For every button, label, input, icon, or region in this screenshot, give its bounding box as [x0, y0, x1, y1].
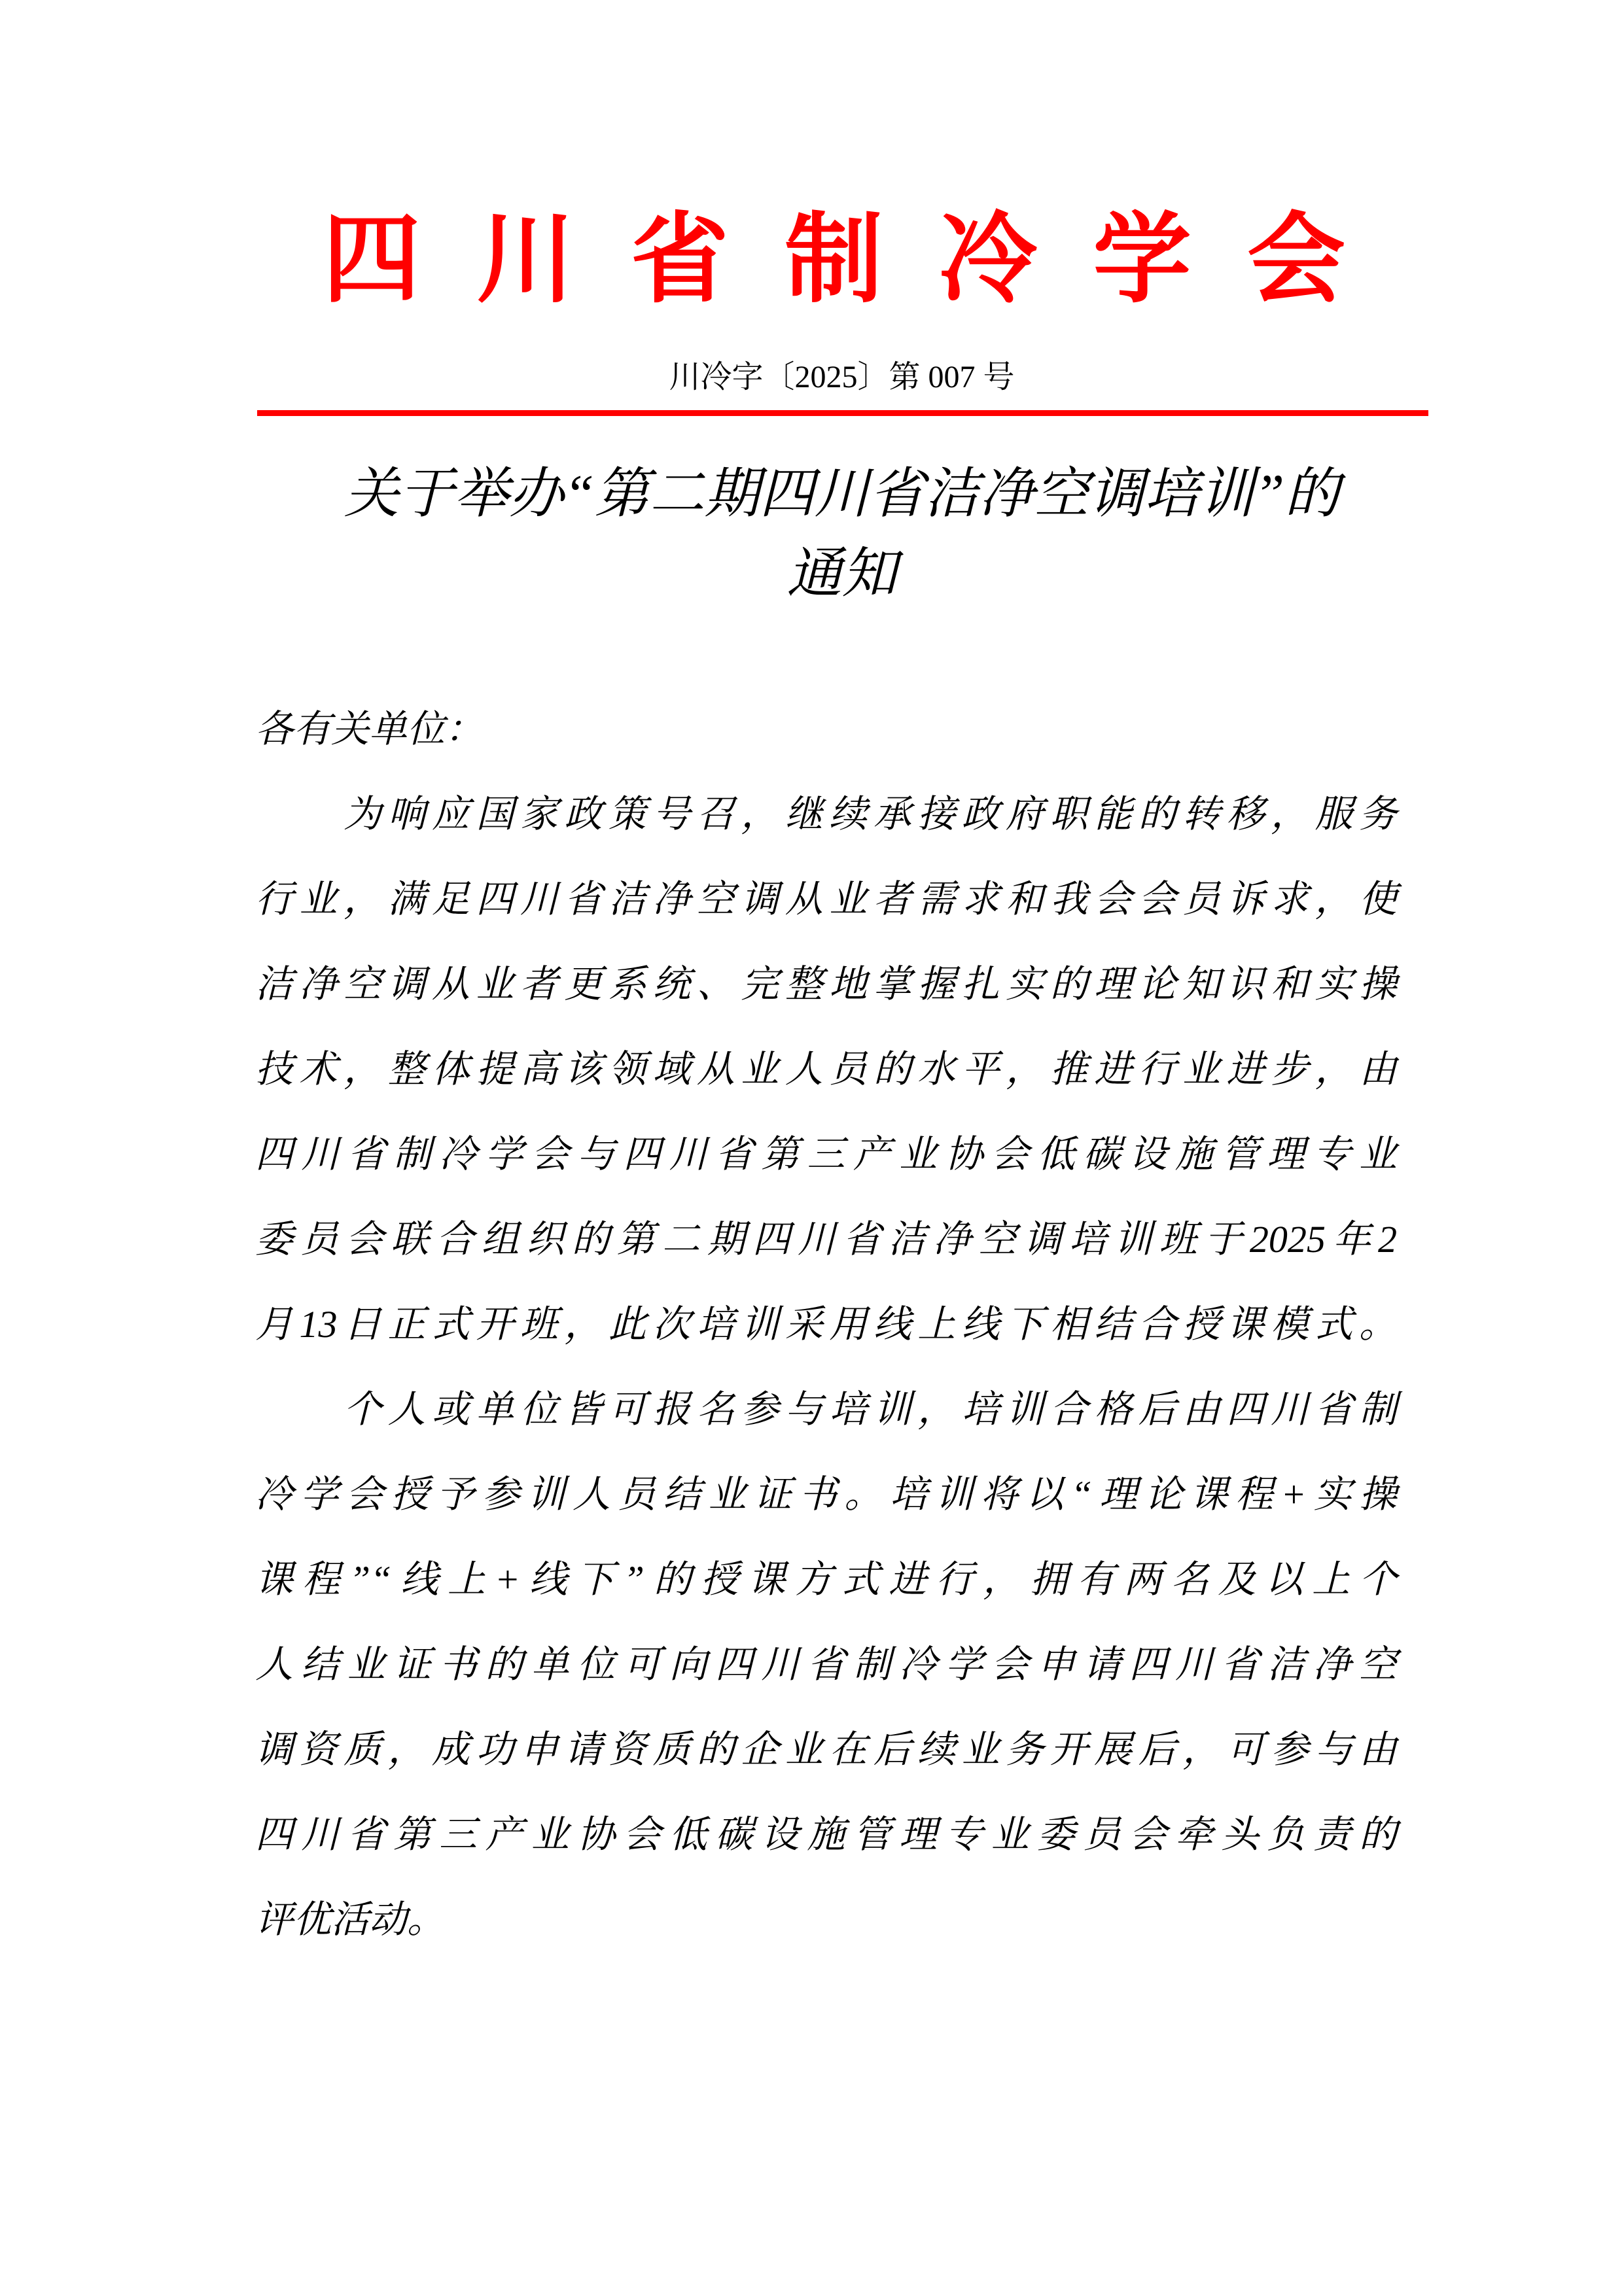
doc-number: 川冷字〔2025〕第 007 号: [669, 360, 1015, 394]
body-line: 个人或单位皆可报名参与培训，培训合格后由四川省制: [255, 1388, 1397, 1431]
body-line-last: 评优活动。: [255, 1898, 446, 1941]
notice-title-line1: 关于举办“第二期四川省洁净空调培训”的: [344, 464, 1340, 525]
org-name-masthead: 四 川 省 制 冷 学 会: [322, 206, 1361, 315]
body-line: 行业，满足四川省洁净空调从业者需求和我会会员诉求，使: [255, 878, 1397, 920]
body-line: 技术，整体提高该领域从业人员的水平，推进行业进步，由: [255, 1048, 1397, 1090]
body-line: 委员会联合组织的第二期四川省洁净空调培训班于2025年2: [255, 1218, 1397, 1261]
salutation-line: 各有关单位：: [255, 708, 484, 750]
body-line: 课程”“线上+线下”的授课方式进行，拥有两名及以上个: [255, 1558, 1397, 1601]
red-divider-line: [257, 410, 1428, 416]
body-line: 调资质，成功申请资质的企业在后续业务开展后，可参与由: [255, 1728, 1397, 1771]
body-line: 洁净空调从业者更系统、完整地掌握扎实的理论知识和实操: [255, 963, 1397, 1005]
body-line: 四川省第三产业协会低碳设施管理专业委员会牵头负责的: [255, 1813, 1397, 1856]
body-line: 冷学会授予参训人员结业证书。培训将以“理论课程+实操: [255, 1473, 1397, 1516]
notice-title-line2: 通知: [786, 544, 897, 604]
notice-title: [226, 455, 1458, 614]
body-line: 四川省制冷学会与四川省第三产业协会低碳设施管理专业: [255, 1133, 1397, 1175]
body-line: 月13日正式开班，此次培训采用线上线下相结合授课模式。: [255, 1303, 1397, 1346]
body-line: 为响应国家政策号召，继续承接政府职能的转移，服务: [255, 793, 1397, 835]
notice-body: [255, 687, 1397, 1962]
body-line: 人结业证书的单位可向四川省制冷学会申请四川省洁净空: [255, 1643, 1397, 1686]
